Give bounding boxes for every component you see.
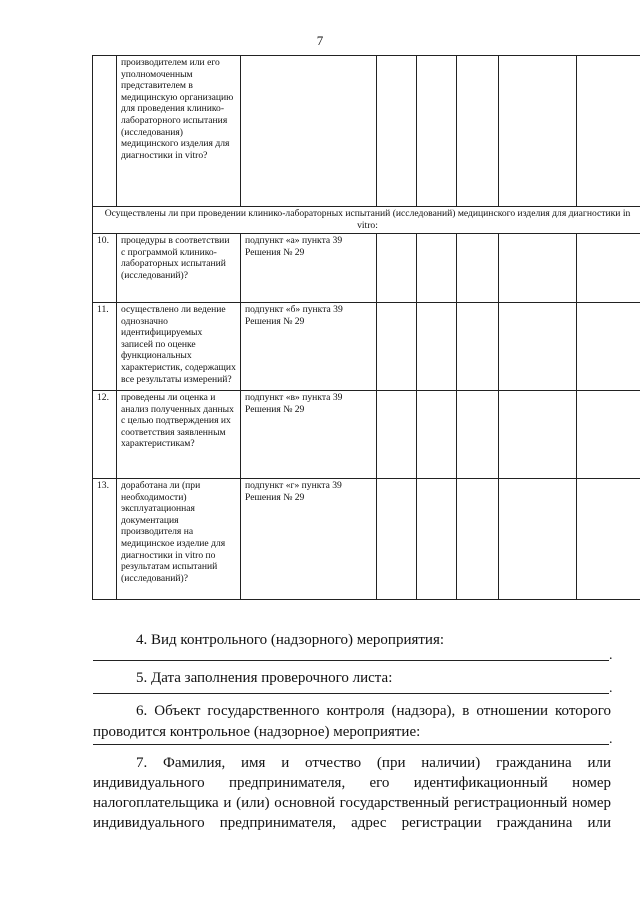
reference-cell [241,56,377,207]
answer-cell[interactable] [499,234,577,303]
answer-cell[interactable] [577,391,640,479]
question-cell: процедуры в соответствии с программой клинико-лабораторных испытаний (исследований)? [117,234,241,303]
answer-cell[interactable] [499,303,577,391]
table-row [93,234,640,303]
answer-cell[interactable] [377,391,417,479]
table-row [93,303,640,391]
answer-cell[interactable] [377,56,417,207]
table-row [93,391,640,479]
item-7-line-1: 7. Фамилия, имя и отчество (при наличии) гражданина или [136,755,611,771]
answer-cell[interactable] [377,303,417,391]
item-7-line-4: индивидуального предпринимателя, адрес регистрации гражданина или [93,815,611,831]
answer-cell[interactable] [499,391,577,479]
reference-cell: подпункт «г» пункта 39 Решения № 29 [241,479,377,600]
answer-cell[interactable] [457,303,499,391]
checklist-table [92,55,640,600]
item-6-label: 6. Объект государственного контроля (надзора), в отношении которого проводится контрольное (надзорное) мероприятие: [93,703,611,740]
reference-cell: подпункт «б» пункта 39 Решения № 29 [241,303,377,391]
item-6-fill-line[interactable] [93,744,609,745]
row-number: 10. [93,234,117,303]
table-row [93,56,640,207]
answer-cell[interactable] [457,56,499,207]
row-number: 12. [93,391,117,479]
item-7-line-2: индивидуального предпринимателя, его идентификационный номер [93,775,611,791]
answer-cell[interactable] [457,479,499,600]
reference-cell: подпункт «в» пункта 39 Решения № 29 [241,391,377,479]
answer-cell[interactable] [417,56,457,207]
reference-cell: подпункт «а» пункта 39 Решения № 29 [241,234,377,303]
item-4-fill-end: . [609,648,613,663]
table-row [93,479,640,600]
item-4-label: 4. Вид контрольного (надзорного) мероприятия: [136,632,445,648]
question-cell: доработана ли (при необходимости) эксплуатационная документация производителя на медицинское изделие для диагностики in vitro по результатам испытаний (исследований)? [117,479,241,600]
answer-cell[interactable] [577,479,640,600]
answer-cell[interactable] [499,56,577,207]
answer-cell[interactable] [457,391,499,479]
answer-cell[interactable] [499,479,577,600]
question-cell: проведены ли оценка и анализ полученных данных с целью подтверждения их соответствия заявленным характеристикам? [117,391,241,479]
item-7-line-3: налогоплательщика и (или) основной государственный регистрационный номер [93,795,611,811]
answer-cell[interactable] [577,303,640,391]
answer-cell[interactable] [417,479,457,600]
answer-cell[interactable] [457,234,499,303]
answer-cell[interactable] [577,234,640,303]
row-number-cell [93,56,117,207]
question-cell: производителем или его уполномоченным представителем в медицинскую организацию для проведения клинико-лабораторного испытания (исследования) медицинского изделия для диагностики in vitro? [117,56,241,207]
section-header-row [93,207,640,234]
answer-cell[interactable] [417,234,457,303]
item-5-fill-end: . [609,681,613,696]
row-number: 13. [93,479,117,600]
answer-cell[interactable] [417,391,457,479]
item-5-fill-line[interactable] [93,693,609,694]
item-5-label: 5. Дата заполнения проверочного листа: [136,670,393,686]
page-number: 7 [316,33,324,48]
row-number: 11. [93,303,117,391]
item-6-fill-end: . [609,732,613,747]
question-cell: осуществлено ли ведение однозначно идентифицируемых записей по оценке функциональных характеристик, содержащих все результаты измерений? [117,303,241,391]
section-header: Осуществлены ли при проведении клинико-лабораторных испытаний (исследований) медицинского изделия для диагностики in vitro: [93,207,640,234]
answer-cell[interactable] [417,303,457,391]
answer-cell[interactable] [377,234,417,303]
item-4-fill-line[interactable] [93,660,609,661]
answer-cell[interactable] [377,479,417,600]
answer-cell[interactable] [577,56,640,207]
